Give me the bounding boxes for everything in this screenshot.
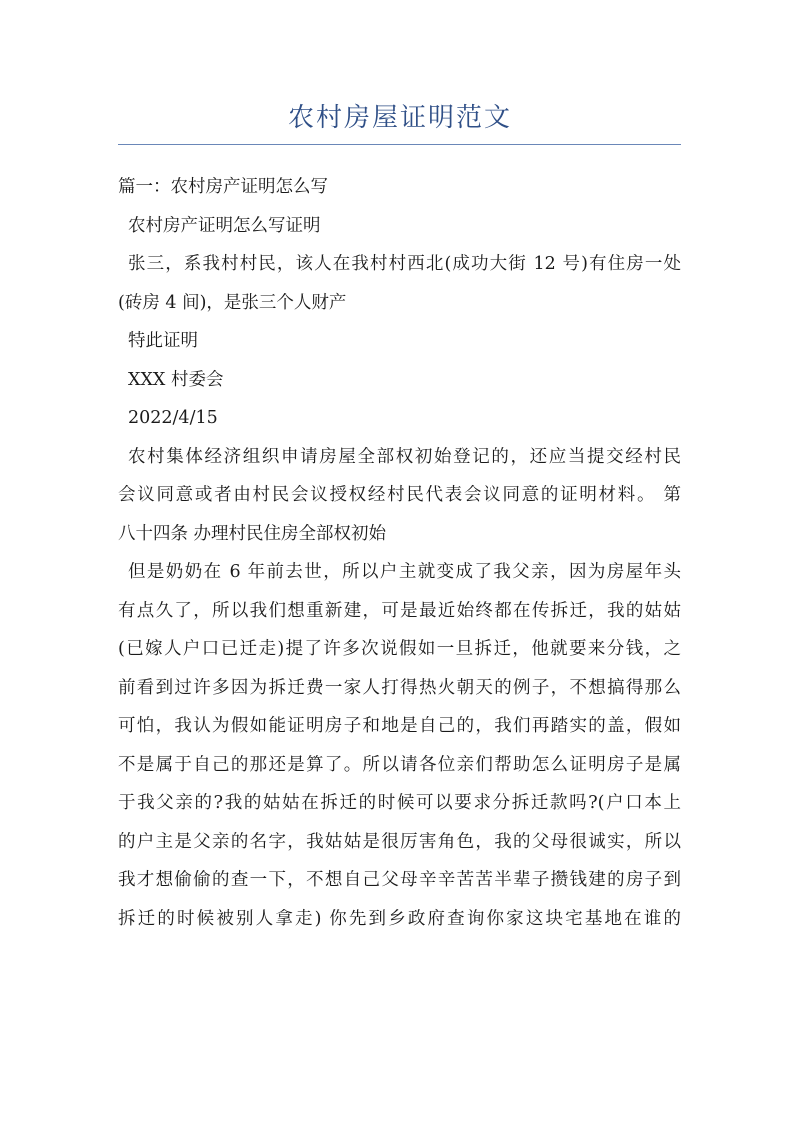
paragraph-line: 篇一：农村房产证明怎么写 (118, 177, 328, 197)
paragraph-line: 不是属于自己的那还是算了。所以请各位亲们帮助怎么证明房子是属 (118, 754, 681, 775)
paragraph-line: 八十四条 办理村民住房全部权初始 (118, 523, 387, 544)
paragraph-line: 会议同意或者由村民会议授权经村民代表会议同意的证明材料。 第 (118, 485, 681, 505)
paragraph-line: 但是奶奶在 6 年前去世，所以户主就变成了我父亲，因为房屋年头 (128, 562, 681, 582)
title-underline (118, 144, 681, 145)
paragraph-line: XXX 村委会 (128, 369, 224, 390)
paragraph-line: 2022/4/15 (128, 408, 218, 428)
paragraph-line: 我才想偷偷的查一下，不想自己父母辛辛苦苦半辈子攒钱建的房子到 (118, 870, 681, 890)
paragraph-line: 拆迁的时候被别人拿走) 你先到乡政府查询你家这块宅基地在谁的 (118, 908, 681, 929)
paragraph-line: 农村房产证明怎么写证明 (128, 215, 321, 236)
paragraph-line: 张三，系我村村民，该人在我村村西北(成功大街 12 号)有住房一处 (128, 254, 681, 274)
paragraph-line: (砖房 4 间)，是张三个人财产 (118, 292, 347, 313)
paragraph-line: 前看到过许多因为拆迁费一家人打得热火朝天的例子，不想搞得那么 (118, 677, 681, 698)
document-title: 农村房屋证明范文 (287, 103, 512, 133)
paragraph-line: 有点久了，所以我们想重新建，可是最近始终都在传拆迁，我的姑姑 (118, 600, 681, 621)
paragraph-line: 于我父亲的?我的姑姑在拆迁的时候可以要求分拆迁款吗?(户口本上 (118, 793, 681, 813)
paragraph-line: (已嫁人户口已迁走)提了许多次说假如一旦拆迁，他就要来分钱，之 (118, 639, 681, 659)
paragraph-line: 特此证明 (128, 331, 198, 351)
paragraph-line: 的户主是父亲的名字，我姑姑是很厉害角色，我的父母很诚实，所以 (118, 831, 681, 852)
paragraph-line: 农村集体经济组织申请房屋全部权初始登记的，还应当提交经村民 (128, 446, 681, 467)
document-body (118, 168, 681, 938)
paragraph-line: 可怕，我认为假如能证明房子和地是自己的，我们再踏实的盖，假如 (118, 716, 681, 736)
